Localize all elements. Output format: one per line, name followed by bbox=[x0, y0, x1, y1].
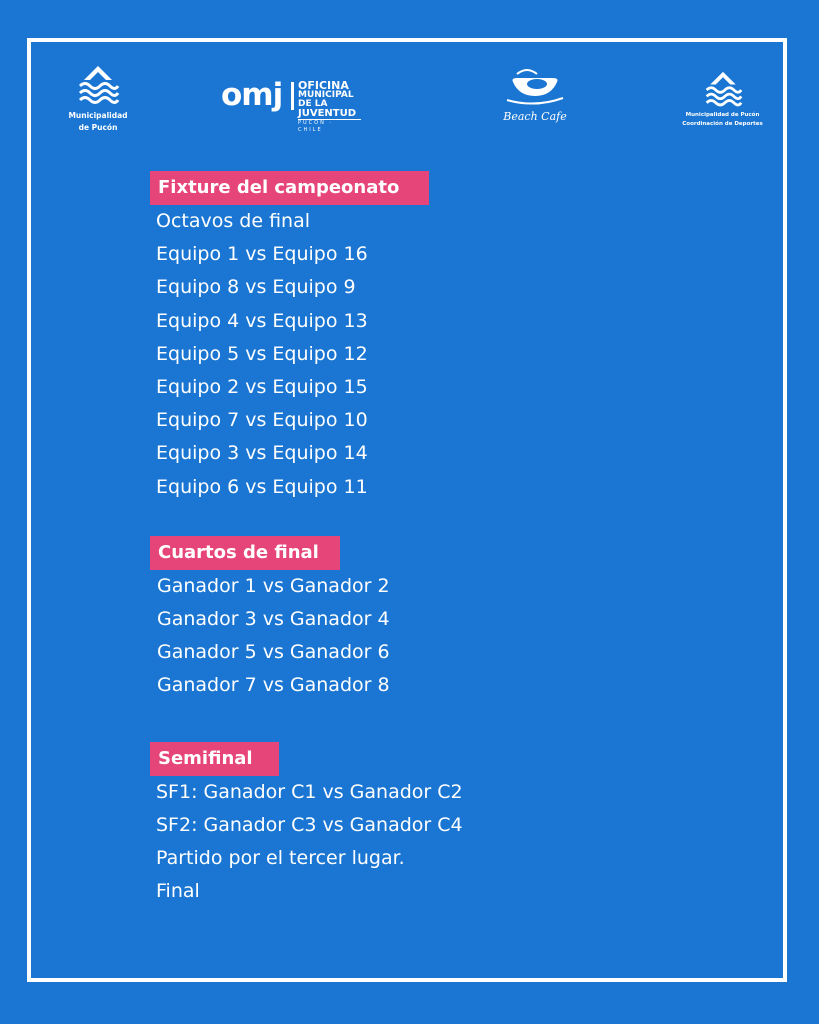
heading-fixture: Fixture del campeonato bbox=[150, 171, 429, 205]
octavos-line: Equipo 7 vs Equipo 10 bbox=[156, 409, 368, 431]
logo-coordinacion-deportes bbox=[675, 70, 770, 128]
semifinal-line: SF1: Ganador C1 vs Ganador C2 bbox=[156, 781, 463, 803]
octavos-line: Octavos de final bbox=[156, 210, 311, 232]
octavos-line: Equipo 8 vs Equipo 9 bbox=[156, 276, 356, 298]
semifinal-line: Partido por el tercer lugar. bbox=[156, 847, 405, 869]
municipal-waves-icon bbox=[703, 70, 743, 110]
logo-deportes-caption-1: Municipalidad de Pucón bbox=[685, 112, 760, 118]
octavos-line: Equipo 5 vs Equipo 12 bbox=[156, 343, 368, 365]
octavos-line: Equipo 1 vs Equipo 16 bbox=[156, 243, 368, 265]
semifinal-line: SF2: Ganador C3 vs Ganador C4 bbox=[156, 814, 463, 836]
cuartos-line: Ganador 7 vs Ganador 8 bbox=[157, 674, 390, 696]
logo-beach-cafe bbox=[490, 66, 580, 123]
logo-municipalidad-caption-1: Municipalidad bbox=[68, 111, 128, 120]
semifinal-line: Final bbox=[156, 880, 200, 902]
heading-semifinal: Semifinal bbox=[150, 742, 279, 776]
omj-line-1: OFICINA bbox=[298, 79, 349, 92]
octavos-line: Equipo 6 vs Equipo 11 bbox=[156, 476, 368, 498]
coffee-cup-icon bbox=[503, 66, 567, 106]
heading-cuartos: Cuartos de final bbox=[150, 536, 340, 570]
cuartos-line: Ganador 1 vs Ganador 2 bbox=[157, 575, 390, 597]
cuartos-line: Ganador 5 vs Ganador 6 bbox=[157, 641, 390, 663]
logo-deportes-caption-2: Coordinación de Deportes bbox=[682, 121, 763, 127]
logo-municipalidad-caption-2: de Pucón bbox=[78, 123, 118, 132]
omj-divider bbox=[291, 82, 294, 110]
octavos-line: Equipo 3 vs Equipo 14 bbox=[156, 442, 368, 464]
cuartos-line: Ganador 3 vs Ganador 4 bbox=[157, 608, 390, 630]
octavos-line: Equipo 2 vs Equipo 15 bbox=[156, 376, 368, 398]
logo-beach-cafe-caption: Beach Cafe bbox=[503, 110, 567, 123]
logo-omj bbox=[221, 77, 361, 133]
municipal-waves-icon bbox=[76, 64, 120, 108]
omj-line-2: MUNICIPAL DE LA bbox=[298, 90, 354, 109]
octavos-line: Equipo 4 vs Equipo 13 bbox=[156, 310, 368, 332]
logo-municipalidad bbox=[58, 64, 138, 132]
omj-line-3: JUVENTUD bbox=[298, 109, 361, 120]
omj-wordmark: omj bbox=[221, 77, 283, 113]
omj-line-4: PUCÓN · CHILE bbox=[298, 120, 334, 133]
